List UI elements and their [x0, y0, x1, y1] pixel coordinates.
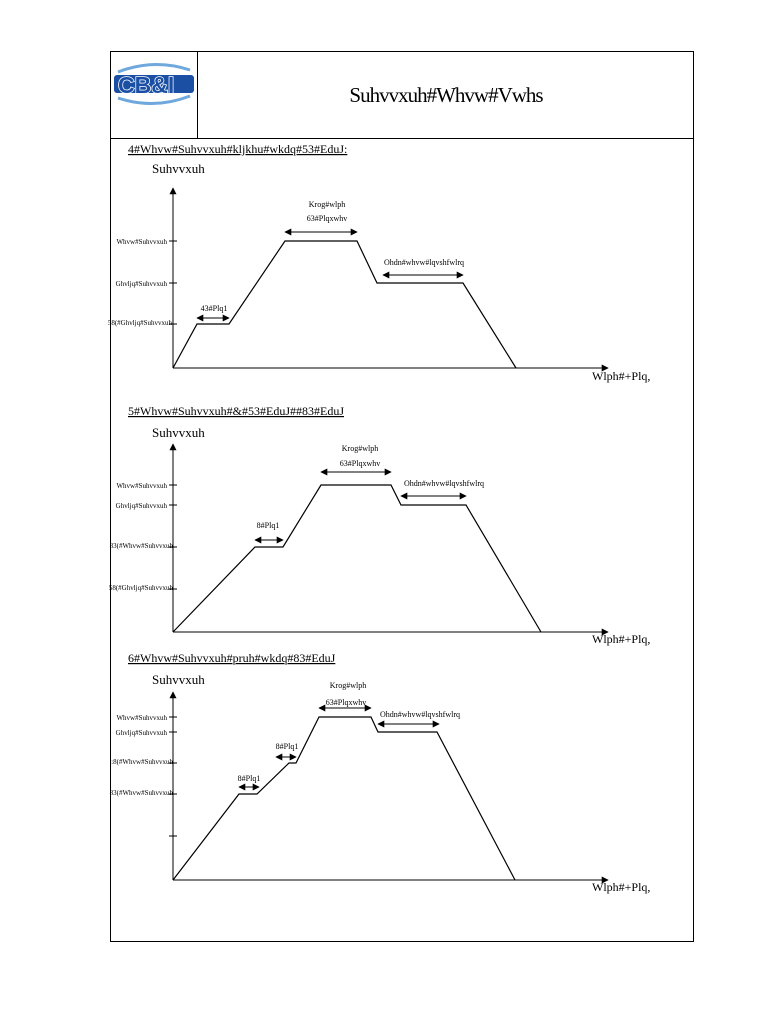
section-2-level-50pct: 83(#Whvw#Suhvvxuh [109, 542, 173, 550]
section-3-y-axis-label: Suhvvxuh [152, 672, 205, 687]
section-1-step-time: 43#Plq1 [200, 304, 228, 313]
section-3-level-50pct: 83(#Whvw#Suhvvxuh [109, 789, 173, 797]
section-2-leak-label: Ohdn#whvw#lqvshfwlrq [404, 479, 484, 488]
section-2-title: 5#Whvw#Suhvvxuh#&#53#EduJ##83#EduJ [128, 404, 344, 418]
section-1-diagram [108, 142, 651, 383]
section-3-step-time-1: 8#Plq1 [237, 774, 261, 783]
section-1-level-design: Ghvljq#Suhvvxuh [115, 280, 167, 288]
section-2-x-axis-label: Wlph#+Plq, [592, 632, 651, 646]
section-1-leak-label: Ohdn#whvw#lqvshfwlrq [384, 258, 464, 267]
section-1-y-axis-label: Suhvvxuh [152, 161, 205, 176]
section-1-level-test: Whvw#Suhvvxuh [116, 238, 167, 246]
section-3-leak-label: Ohdn#whvw#lqvshfwlrq [380, 710, 460, 719]
section-2-level-25pct: 58(#Ghvljq#Suhvvxuh [108, 584, 173, 592]
section-1-title: 4#Whvw#Suhvvxuh#kljkhu#wkdq#53#EduJ: [128, 142, 348, 156]
section-3-hold-label: Krog#wlph [329, 681, 367, 690]
section-2-level-design: Ghvljq#Suhvvxuh [115, 502, 167, 510]
section-2-hold-time: 63#Plqxwhv [339, 459, 381, 468]
document-title: Suhvvxuh#Whvw#Vwhs [349, 82, 543, 107]
section-1-hold-time: 63#Plqxwhv [306, 214, 348, 223]
section-3-diagram [110, 651, 651, 894]
section-2-y-axis-label: Suhvvxuh [152, 425, 205, 440]
section-3-hold-time: 63#Plqxwhv [325, 698, 367, 707]
section-2-step-time: 8#Plq1 [256, 521, 280, 530]
section-1-hold-label: Krog#wlph [308, 200, 346, 209]
section-3-title: 6#Whvw#Suhvvxuh#pruh#wkdq#83#EduJ [128, 651, 336, 665]
section-3-level-design: Ghvljq#Suhvvxuh [115, 729, 167, 737]
section-3-level-test: Whvw#Suhvvxuh [116, 714, 167, 722]
section-1-level-25pct: 58(#Ghvljq#Suhvvxuh [107, 319, 172, 327]
section-1-x-axis-label: Wlph#+Plq, [592, 369, 651, 383]
section-2-hold-label: Krog#wlph [341, 444, 379, 453]
section-3-x-axis-label: Wlph#+Plq, [592, 880, 651, 894]
section-3-step-time-2: 8#Plq1 [275, 742, 299, 751]
logo-text: CB&I [118, 72, 175, 98]
section-2-level-test: Whvw#Suhvvxuh [116, 482, 167, 490]
section-2-diagram [109, 404, 651, 646]
section-3-pressure-profile [173, 717, 515, 880]
section-2-pressure-profile [173, 485, 541, 632]
section-3-level-75pct: :8(#Whvw#Suhvvxuh [111, 758, 173, 766]
